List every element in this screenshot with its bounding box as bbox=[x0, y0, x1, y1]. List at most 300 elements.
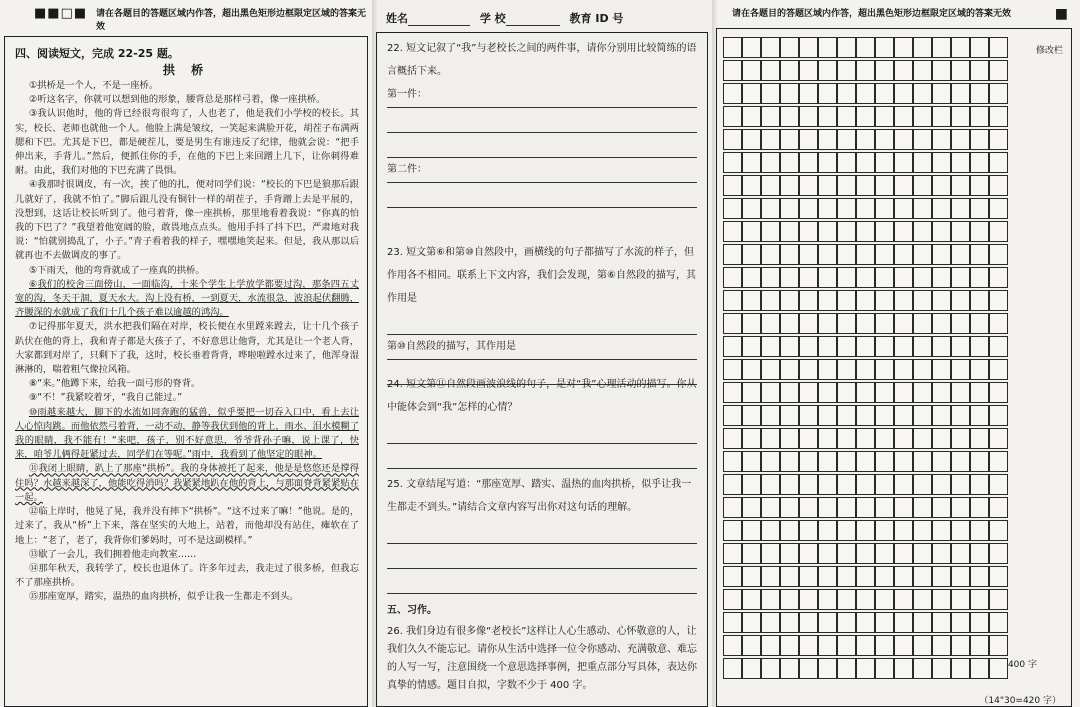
grid-cell[interactable] bbox=[780, 198, 799, 219]
grid-cell[interactable] bbox=[837, 382, 856, 403]
grid-cell[interactable] bbox=[856, 612, 875, 633]
grid-cell[interactable] bbox=[951, 290, 970, 311]
grid-cell[interactable] bbox=[875, 267, 894, 288]
grid-cell[interactable] bbox=[856, 566, 875, 587]
grid-cell[interactable] bbox=[837, 635, 856, 656]
grid-cell[interactable] bbox=[837, 520, 856, 541]
grid-cell[interactable] bbox=[932, 152, 951, 173]
grid-cell[interactable] bbox=[913, 152, 932, 173]
grid-cell[interactable] bbox=[780, 497, 799, 518]
grid-cell[interactable] bbox=[875, 520, 894, 541]
grid-cell[interactable] bbox=[837, 589, 856, 610]
grid-cell[interactable] bbox=[951, 612, 970, 633]
grid-cell[interactable] bbox=[913, 290, 932, 311]
grid-cell[interactable] bbox=[799, 566, 818, 587]
grid-cell[interactable] bbox=[894, 313, 913, 334]
grid-cell[interactable] bbox=[856, 129, 875, 150]
grid-cell[interactable] bbox=[989, 83, 1008, 104]
grid-cell[interactable] bbox=[742, 382, 761, 403]
grid-cell[interactable] bbox=[951, 244, 970, 265]
grid-cell[interactable] bbox=[837, 313, 856, 334]
grid-cell[interactable] bbox=[932, 60, 951, 81]
grid-cell[interactable] bbox=[723, 543, 742, 564]
answer-line[interactable] bbox=[387, 519, 697, 544]
grid-cell[interactable] bbox=[989, 175, 1008, 196]
grid-cell[interactable] bbox=[856, 221, 875, 242]
grid-cell[interactable] bbox=[856, 428, 875, 449]
grid-cell[interactable] bbox=[913, 474, 932, 495]
grid-cell[interactable] bbox=[970, 658, 989, 679]
grid-cell[interactable] bbox=[818, 336, 837, 357]
grid-cell[interactable] bbox=[799, 267, 818, 288]
grid-cell[interactable] bbox=[875, 129, 894, 150]
grid-cell[interactable] bbox=[799, 37, 818, 58]
grid-cell[interactable] bbox=[932, 612, 951, 633]
grid-cell[interactable] bbox=[761, 152, 780, 173]
grid-cell[interactable] bbox=[799, 221, 818, 242]
grid-cell[interactable] bbox=[894, 658, 913, 679]
grid-cell[interactable] bbox=[761, 428, 780, 449]
grid-cell[interactable] bbox=[913, 612, 932, 633]
grid-cell[interactable] bbox=[837, 474, 856, 495]
grid-cell[interactable] bbox=[970, 566, 989, 587]
grid-cell[interactable] bbox=[856, 83, 875, 104]
grid-cell[interactable] bbox=[837, 267, 856, 288]
grid-cell[interactable] bbox=[780, 451, 799, 472]
grid-cell[interactable] bbox=[875, 152, 894, 173]
grid-cell[interactable] bbox=[894, 451, 913, 472]
grid-cell[interactable] bbox=[894, 175, 913, 196]
grid-cell[interactable] bbox=[761, 382, 780, 403]
grid-cell[interactable] bbox=[799, 589, 818, 610]
grid-cell[interactable] bbox=[818, 198, 837, 219]
grid-cell[interactable] bbox=[989, 543, 1008, 564]
grid-cell[interactable] bbox=[951, 543, 970, 564]
grid-cell[interactable] bbox=[951, 520, 970, 541]
grid-cell[interactable] bbox=[856, 175, 875, 196]
grid-cell[interactable] bbox=[894, 589, 913, 610]
grid-cell[interactable] bbox=[761, 60, 780, 81]
grid-cell[interactable] bbox=[799, 428, 818, 449]
grid-cell[interactable] bbox=[723, 83, 742, 104]
grid-cell[interactable] bbox=[913, 543, 932, 564]
grid-cell[interactable] bbox=[742, 129, 761, 150]
grid-cell[interactable] bbox=[932, 474, 951, 495]
grid-cell[interactable] bbox=[799, 198, 818, 219]
grid-cell[interactable] bbox=[856, 60, 875, 81]
grid-cell[interactable] bbox=[742, 405, 761, 426]
grid-cell[interactable] bbox=[837, 37, 856, 58]
grid-cell[interactable] bbox=[875, 37, 894, 58]
grid-cell[interactable] bbox=[837, 336, 856, 357]
grid-cell[interactable] bbox=[780, 175, 799, 196]
grid-cell[interactable] bbox=[742, 290, 761, 311]
grid-cell[interactable] bbox=[723, 566, 742, 587]
grid-cell[interactable] bbox=[894, 428, 913, 449]
grid-cell[interactable] bbox=[894, 336, 913, 357]
grid-cell[interactable] bbox=[837, 451, 856, 472]
grid-cell[interactable] bbox=[894, 497, 913, 518]
grid-cell[interactable] bbox=[723, 290, 742, 311]
grid-cell[interactable] bbox=[989, 405, 1008, 426]
grid-cell[interactable] bbox=[761, 589, 780, 610]
answer-line[interactable] bbox=[387, 83, 697, 108]
grid-cell[interactable] bbox=[970, 336, 989, 357]
grid-cell[interactable] bbox=[894, 106, 913, 127]
grid-cell[interactable] bbox=[761, 474, 780, 495]
answer-line[interactable] bbox=[387, 133, 697, 158]
grid-cell[interactable] bbox=[837, 612, 856, 633]
grid-cell[interactable] bbox=[780, 60, 799, 81]
grid-cell[interactable] bbox=[780, 244, 799, 265]
grid-cell[interactable] bbox=[723, 658, 742, 679]
grid-cell[interactable] bbox=[932, 635, 951, 656]
grid-cell[interactable] bbox=[932, 175, 951, 196]
grid-cell[interactable] bbox=[837, 244, 856, 265]
grid-cell[interactable] bbox=[723, 244, 742, 265]
grid-cell[interactable] bbox=[970, 635, 989, 656]
grid-cell[interactable] bbox=[875, 313, 894, 334]
grid-cell[interactable] bbox=[932, 221, 951, 242]
grid-cell[interactable] bbox=[970, 451, 989, 472]
grid-cell[interactable] bbox=[913, 635, 932, 656]
grid-cell[interactable] bbox=[970, 60, 989, 81]
grid-cell[interactable] bbox=[799, 106, 818, 127]
grid-cell[interactable] bbox=[989, 267, 1008, 288]
grid-cell[interactable] bbox=[723, 428, 742, 449]
grid-cell[interactable] bbox=[761, 244, 780, 265]
grid-cell[interactable] bbox=[932, 658, 951, 679]
grid-cell[interactable] bbox=[875, 451, 894, 472]
grid-cell[interactable] bbox=[989, 635, 1008, 656]
grid-cell[interactable] bbox=[856, 635, 875, 656]
grid-cell[interactable] bbox=[875, 106, 894, 127]
grid-cell[interactable] bbox=[989, 428, 1008, 449]
grid-cell[interactable] bbox=[913, 382, 932, 403]
grid-cell[interactable] bbox=[970, 589, 989, 610]
grid-cell[interactable] bbox=[970, 359, 989, 380]
grid-cell[interactable] bbox=[989, 37, 1008, 58]
grid-cell[interactable] bbox=[932, 267, 951, 288]
grid-cell[interactable] bbox=[989, 129, 1008, 150]
grid-cell[interactable] bbox=[913, 497, 932, 518]
grid-cell[interactable] bbox=[818, 267, 837, 288]
grid-cell[interactable] bbox=[970, 497, 989, 518]
grid-cell[interactable] bbox=[761, 37, 780, 58]
grid-cell[interactable] bbox=[723, 451, 742, 472]
grid-cell[interactable] bbox=[894, 152, 913, 173]
grid-cell[interactable] bbox=[742, 336, 761, 357]
grid-cell[interactable] bbox=[723, 152, 742, 173]
grid-cell[interactable] bbox=[894, 83, 913, 104]
grid-cell[interactable] bbox=[875, 60, 894, 81]
grid-cell[interactable] bbox=[970, 129, 989, 150]
grid-cell[interactable] bbox=[951, 336, 970, 357]
grid-cell[interactable] bbox=[818, 60, 837, 81]
grid-cell[interactable] bbox=[875, 635, 894, 656]
grid-cell[interactable] bbox=[761, 313, 780, 334]
grid-cell[interactable] bbox=[837, 60, 856, 81]
grid-cell[interactable] bbox=[856, 267, 875, 288]
grid-cell[interactable] bbox=[837, 405, 856, 426]
grid-cell[interactable] bbox=[723, 497, 742, 518]
grid-cell[interactable] bbox=[951, 566, 970, 587]
grid-cell[interactable] bbox=[742, 543, 761, 564]
grid-cell[interactable] bbox=[837, 497, 856, 518]
answer-line[interactable] bbox=[387, 310, 697, 335]
grid-cell[interactable] bbox=[913, 428, 932, 449]
grid-cell[interactable] bbox=[894, 290, 913, 311]
grid-cell[interactable] bbox=[818, 152, 837, 173]
grid-cell[interactable] bbox=[989, 497, 1008, 518]
grid-cell[interactable] bbox=[799, 313, 818, 334]
name-field[interactable] bbox=[408, 25, 470, 26]
grid-cell[interactable] bbox=[951, 405, 970, 426]
grid-cell[interactable] bbox=[913, 60, 932, 81]
grid-cell[interactable] bbox=[761, 543, 780, 564]
grid-cell[interactable] bbox=[761, 635, 780, 656]
grid-cell[interactable] bbox=[799, 336, 818, 357]
grid-cell[interactable] bbox=[780, 382, 799, 403]
grid-cell[interactable] bbox=[894, 221, 913, 242]
grid-cell[interactable] bbox=[970, 37, 989, 58]
grid-cell[interactable] bbox=[856, 474, 875, 495]
grid-cell[interactable] bbox=[780, 566, 799, 587]
grid-cell[interactable] bbox=[780, 336, 799, 357]
grid-cell[interactable] bbox=[970, 405, 989, 426]
grid-cell[interactable] bbox=[799, 244, 818, 265]
grid-cell[interactable] bbox=[761, 520, 780, 541]
grid-cell[interactable] bbox=[970, 520, 989, 541]
grid-cell[interactable] bbox=[723, 612, 742, 633]
grid-cell[interactable] bbox=[932, 244, 951, 265]
answer-line[interactable] bbox=[387, 108, 697, 133]
grid-cell[interactable] bbox=[761, 658, 780, 679]
grid-cell[interactable] bbox=[970, 313, 989, 334]
grid-cell[interactable] bbox=[723, 129, 742, 150]
grid-cell[interactable] bbox=[932, 290, 951, 311]
grid-cell[interactable] bbox=[856, 198, 875, 219]
grid-cell[interactable] bbox=[761, 336, 780, 357]
grid-cell[interactable] bbox=[742, 313, 761, 334]
grid-cell[interactable] bbox=[932, 382, 951, 403]
answer-line[interactable] bbox=[387, 335, 697, 360]
grid-cell[interactable] bbox=[970, 106, 989, 127]
grid-cell[interactable] bbox=[780, 520, 799, 541]
grid-cell[interactable] bbox=[970, 152, 989, 173]
grid-cell[interactable] bbox=[799, 612, 818, 633]
grid-cell[interactable] bbox=[951, 152, 970, 173]
grid-cell[interactable] bbox=[989, 359, 1008, 380]
grid-cell[interactable] bbox=[818, 37, 837, 58]
grid-cell[interactable] bbox=[951, 313, 970, 334]
grid-cell[interactable] bbox=[970, 83, 989, 104]
grid-cell[interactable] bbox=[742, 497, 761, 518]
answer-line[interactable] bbox=[387, 444, 697, 469]
grid-cell[interactable] bbox=[894, 198, 913, 219]
grid-cell[interactable] bbox=[932, 497, 951, 518]
grid-cell[interactable] bbox=[723, 37, 742, 58]
grid-cell[interactable] bbox=[761, 198, 780, 219]
grid-cell[interactable] bbox=[932, 37, 951, 58]
grid-cell[interactable] bbox=[837, 543, 856, 564]
answer-line[interactable] bbox=[387, 419, 697, 444]
grid-cell[interactable] bbox=[742, 60, 761, 81]
grid-cell[interactable] bbox=[818, 566, 837, 587]
grid-cell[interactable] bbox=[780, 313, 799, 334]
grid-cell[interactable] bbox=[818, 244, 837, 265]
grid-cell[interactable] bbox=[875, 290, 894, 311]
grid-cell[interactable] bbox=[761, 267, 780, 288]
grid-cell[interactable] bbox=[875, 382, 894, 403]
grid-cell[interactable] bbox=[894, 267, 913, 288]
grid-cell[interactable] bbox=[780, 221, 799, 242]
grid-cell[interactable] bbox=[780, 428, 799, 449]
grid-cell[interactable] bbox=[932, 198, 951, 219]
grid-cell[interactable] bbox=[780, 612, 799, 633]
grid-cell[interactable] bbox=[875, 543, 894, 564]
grid-cell[interactable] bbox=[856, 405, 875, 426]
grid-cell[interactable] bbox=[951, 106, 970, 127]
grid-cell[interactable] bbox=[970, 244, 989, 265]
grid-cell[interactable] bbox=[894, 359, 913, 380]
grid-cell[interactable] bbox=[818, 543, 837, 564]
grid-cell[interactable] bbox=[913, 198, 932, 219]
grid-cell[interactable] bbox=[932, 106, 951, 127]
grid-cell[interactable] bbox=[875, 359, 894, 380]
grid-cell[interactable] bbox=[913, 106, 932, 127]
grid-cell[interactable] bbox=[951, 589, 970, 610]
grid-cell[interactable] bbox=[894, 37, 913, 58]
grid-cell[interactable] bbox=[742, 474, 761, 495]
grid-cell[interactable] bbox=[875, 566, 894, 587]
grid-cell[interactable] bbox=[894, 244, 913, 265]
grid-cell[interactable] bbox=[780, 658, 799, 679]
grid-cell[interactable] bbox=[818, 612, 837, 633]
grid-cell[interactable] bbox=[989, 612, 1008, 633]
grid-cell[interactable] bbox=[951, 129, 970, 150]
grid-cell[interactable] bbox=[932, 336, 951, 357]
grid-cell[interactable] bbox=[989, 221, 1008, 242]
grid-cell[interactable] bbox=[761, 106, 780, 127]
grid-cell[interactable] bbox=[723, 474, 742, 495]
grid-cell[interactable] bbox=[913, 244, 932, 265]
grid-cell[interactable] bbox=[951, 359, 970, 380]
grid-cell[interactable] bbox=[989, 474, 1008, 495]
grid-cell[interactable] bbox=[913, 175, 932, 196]
grid-cell[interactable] bbox=[894, 520, 913, 541]
grid-cell[interactable] bbox=[970, 474, 989, 495]
grid-cell[interactable] bbox=[723, 60, 742, 81]
grid-cell[interactable] bbox=[837, 428, 856, 449]
grid-cell[interactable] bbox=[818, 497, 837, 518]
grid-cell[interactable] bbox=[780, 589, 799, 610]
grid-cell[interactable] bbox=[723, 221, 742, 242]
grid-cell[interactable] bbox=[894, 612, 913, 633]
grid-cell[interactable] bbox=[932, 520, 951, 541]
grid-cell[interactable] bbox=[856, 658, 875, 679]
grid-cell[interactable] bbox=[837, 106, 856, 127]
grid-cell[interactable] bbox=[856, 290, 875, 311]
grid-cell[interactable] bbox=[780, 129, 799, 150]
grid-cell[interactable] bbox=[951, 635, 970, 656]
grid-cell[interactable] bbox=[837, 221, 856, 242]
grid-cell[interactable] bbox=[818, 221, 837, 242]
grid-cell[interactable] bbox=[818, 359, 837, 380]
grid-cell[interactable] bbox=[723, 175, 742, 196]
grid-cell[interactable] bbox=[761, 129, 780, 150]
grid-cell[interactable] bbox=[913, 658, 932, 679]
grid-cell[interactable] bbox=[818, 474, 837, 495]
grid-cell[interactable] bbox=[723, 106, 742, 127]
grid-cell[interactable] bbox=[970, 290, 989, 311]
grid-cell[interactable] bbox=[875, 83, 894, 104]
grid-cell[interactable] bbox=[742, 198, 761, 219]
grid-cell[interactable] bbox=[875, 221, 894, 242]
grid-cell[interactable] bbox=[989, 566, 1008, 587]
grid-cell[interactable] bbox=[856, 106, 875, 127]
grid-cell[interactable] bbox=[913, 83, 932, 104]
grid-cell[interactable] bbox=[818, 589, 837, 610]
grid-cell[interactable] bbox=[742, 635, 761, 656]
grid-cell[interactable] bbox=[989, 290, 1008, 311]
grid-cell[interactable] bbox=[989, 451, 1008, 472]
grid-cell[interactable] bbox=[894, 474, 913, 495]
grid-cell[interactable] bbox=[951, 658, 970, 679]
grid-cell[interactable] bbox=[799, 175, 818, 196]
answer-line[interactable] bbox=[387, 158, 697, 183]
grid-cell[interactable] bbox=[723, 405, 742, 426]
grid-cell[interactable] bbox=[742, 221, 761, 242]
grid-cell[interactable] bbox=[913, 520, 932, 541]
grid-cell[interactable] bbox=[761, 497, 780, 518]
grid-cell[interactable] bbox=[970, 198, 989, 219]
grid-cell[interactable] bbox=[875, 175, 894, 196]
grid-cell[interactable] bbox=[970, 175, 989, 196]
grid-cell[interactable] bbox=[742, 612, 761, 633]
grid-cell[interactable] bbox=[951, 267, 970, 288]
grid-cell[interactable] bbox=[799, 635, 818, 656]
grid-cell[interactable] bbox=[932, 129, 951, 150]
grid-cell[interactable] bbox=[742, 244, 761, 265]
grid-cell[interactable] bbox=[799, 474, 818, 495]
grid-cell[interactable] bbox=[951, 175, 970, 196]
grid-cell[interactable] bbox=[951, 428, 970, 449]
grid-cell[interactable] bbox=[856, 382, 875, 403]
grid-cell[interactable] bbox=[761, 405, 780, 426]
grid-cell[interactable] bbox=[742, 175, 761, 196]
grid-cell[interactable] bbox=[780, 474, 799, 495]
grid-cell[interactable] bbox=[799, 497, 818, 518]
grid-cell[interactable] bbox=[913, 37, 932, 58]
grid-cell[interactable] bbox=[875, 589, 894, 610]
grid-cell[interactable] bbox=[875, 198, 894, 219]
grid-cell[interactable] bbox=[970, 612, 989, 633]
grid-cell[interactable] bbox=[818, 382, 837, 403]
grid-cell[interactable] bbox=[742, 566, 761, 587]
grid-cell[interactable] bbox=[799, 520, 818, 541]
grid-cell[interactable] bbox=[761, 566, 780, 587]
grid-cell[interactable] bbox=[799, 129, 818, 150]
grid-cell[interactable] bbox=[742, 658, 761, 679]
grid-cell[interactable] bbox=[761, 290, 780, 311]
grid-cell[interactable] bbox=[875, 658, 894, 679]
grid-cell[interactable] bbox=[856, 520, 875, 541]
grid-cell[interactable] bbox=[894, 60, 913, 81]
grid-cell[interactable] bbox=[818, 405, 837, 426]
grid-cell[interactable] bbox=[723, 635, 742, 656]
grid-cell[interactable] bbox=[951, 497, 970, 518]
